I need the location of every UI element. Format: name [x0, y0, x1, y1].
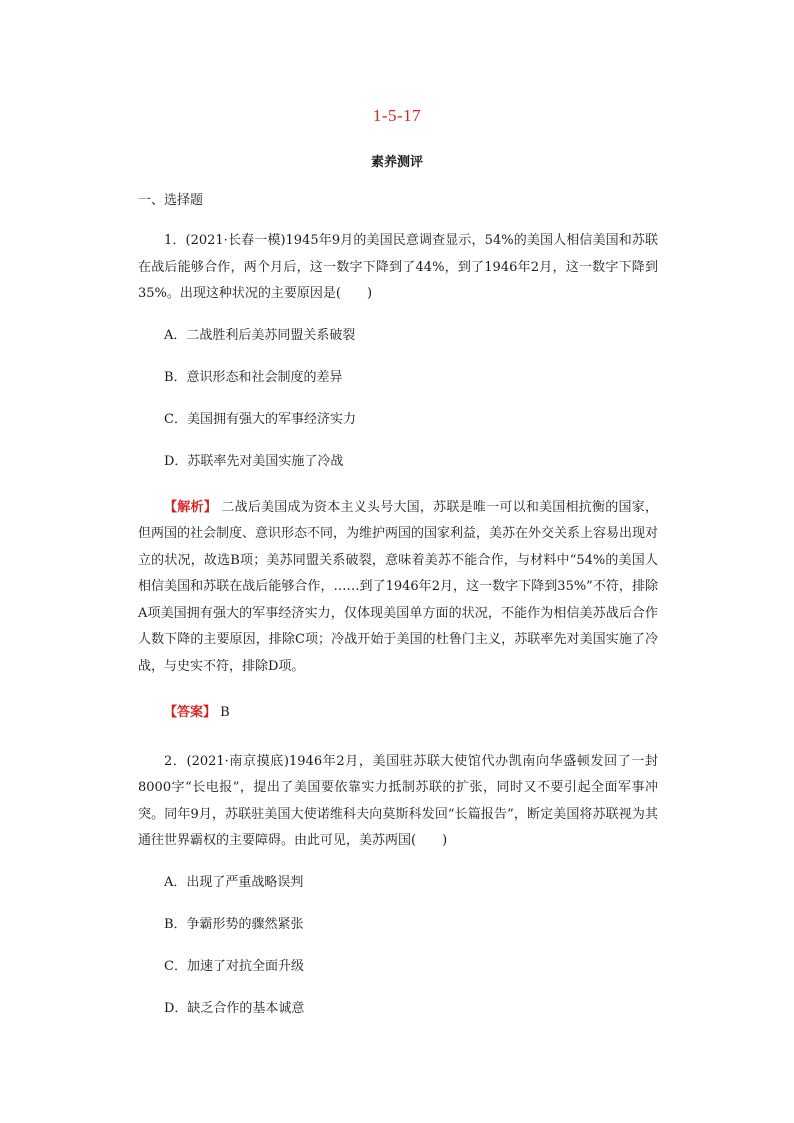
- option-b: B．意识形态和社会制度的差异: [164, 369, 343, 385]
- analysis-text: 二战后美国成为资本主义头号大国，苏联是唯一可以和美国相抗衡的国家，但两国的社会制度、意识形态不同，为维护两国的国家利益，美苏在外交关系上容易出现对立的状况，故选B项；美苏同盟关系破裂，意味着美苏不能合作，与材料中“54%的美国人相信美国和苏联在战后能够合作，……到了1946年2月，这一数字下降到35%”不符，排除A项美国拥有强大的军事经济实力，仅体现美国单方面的状况，不能作为相信美苏战后合作人数下降的主要原因，排除C项；冷战开始于美国的杜鲁门主义，苏联率先对美国实施了冷战，与史实不符，排除D项。: [138, 499, 659, 674]
- document-code: 1-5-17: [372, 106, 422, 125]
- question-1: [138, 228, 658, 727]
- option-a: A．出现了严重战略误判: [164, 874, 304, 890]
- section-heading: 一、选择题: [138, 193, 204, 208]
- question-2: [138, 749, 658, 1020]
- question-stem: 2．(2021·南京摸底)1946年2月，美国驻苏联大使馆代办凯南向华盛顿发回了一封8000字“长电报”，提出了美国要依靠实力抵制苏联的扩张，同时又不要引起全面军事冲突。同年9月，苏联驻美国大使诺维科夫向莫斯科发回“长篇报告”，断定美国将苏联视为其通往世界霸权的主要障碍。由此可见，美苏两国( ): [138, 753, 658, 848]
- page-title: 素养测评: [370, 155, 423, 170]
- option-c: C．加速了对抗全面升级: [164, 958, 304, 974]
- question-stem: 1．(2021·长春一模)1945年9月的美国民意调查显示，54%的美国人相信美国和苏联在战后能够合作，两个月后，这一数字下降到了44%，到了1946年2月，这一数字下降到35%。出现这种状况的主要原因是( ): [138, 233, 658, 301]
- analysis-label: 【解析】: [164, 499, 217, 515]
- option-d: D．苏联率先对美国实施了冷战: [164, 453, 344, 469]
- analysis-paragraph: [138, 495, 658, 681]
- option-d: D．缺乏合作的基本诚意: [164, 1000, 305, 1016]
- answer-label: 【答案】: [164, 705, 217, 720]
- answer-line: [138, 700, 658, 727]
- answer-value: B: [220, 705, 230, 720]
- option-a: A．二战胜利后美苏同盟关系破裂: [164, 327, 356, 343]
- document-body: [138, 190, 658, 1020]
- option-b: B．争霸形势的骤然紧张: [164, 916, 304, 932]
- option-c: C．美国拥有强大的军事经济实力: [164, 411, 356, 427]
